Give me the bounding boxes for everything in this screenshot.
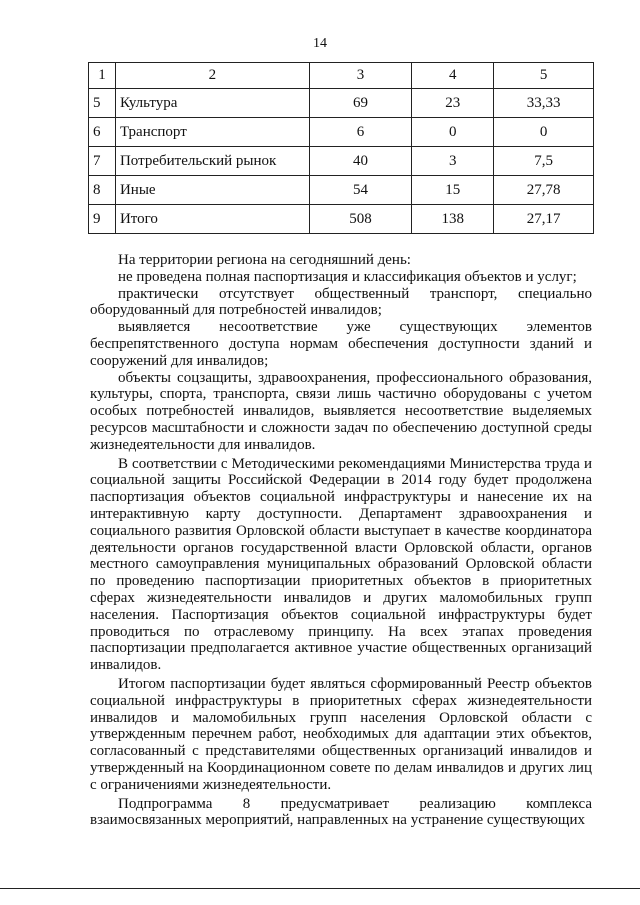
value-cell: 23 — [412, 89, 494, 118]
row-number-cell: 9 — [89, 205, 116, 234]
row-number-cell: 8 — [89, 176, 116, 205]
paragraph: Подпрограмма 8 предусматривает реализацию комплекса взаимосвязанных мероприятий, направленных на устранение существующих — [90, 795, 592, 829]
sphere-name-cell: Иные — [115, 176, 309, 205]
column-header-3: 3 — [309, 63, 412, 89]
value-cell: 69 — [309, 89, 412, 118]
paragraph-item: не проведена полная паспортизация и классификация объектов и услуг; — [118, 268, 577, 285]
percent-cell: 33,33 — [494, 89, 594, 118]
value-cell: 508 — [309, 205, 412, 234]
paragraph: Итогом паспортизации будет являться сформированный Реестр объектов социальной инфраструктуры в приоритетных сферах жизнедеятельности инвалидов и маломобильных групп населения Орловской области с утвержденным перечнем работ, необходимых для адаптации этих объектов, согласованный с представителями общественных организаций инвалидов и утвержденный на Координационном совете по делам инвалидов и других лиц с ограничениями жизнедеятельности. — [90, 675, 592, 793]
paragraph-intro: На территории региона на сегодняшний день: — [118, 252, 411, 268]
sphere-name-cell: Потребительский рынок — [115, 147, 309, 176]
table-row — [89, 89, 594, 118]
row-number-cell: 6 — [89, 118, 116, 147]
value-cell: 40 — [309, 147, 412, 176]
percent-cell: 27,17 — [494, 205, 594, 234]
column-header-2: 2 — [115, 63, 309, 89]
statistics-table — [88, 62, 594, 234]
value-cell: 3 — [412, 147, 494, 176]
page-bottom-rule — [0, 888, 640, 889]
paragraph-item: практически отсутствует общественный транспорт, специально оборудованный для потребностей инвалидов; — [90, 285, 592, 319]
sphere-name-cell: Культура — [115, 89, 309, 118]
value-cell: 6 — [309, 118, 412, 147]
percent-cell: 27,78 — [494, 176, 594, 205]
value-cell: 0 — [412, 118, 494, 147]
paragraph-item: объекты соцзащиты, здравоохранения, профессионального образования, культуры, спорта, транспорта, связи лишь частично оборудованы с учетом особых потребностей инвалидов, выявляется несоответствие выделяемых ресурсов масштабности и сложности задач по обеспечению доступной среды жизнедеятельности для инвалидов. — [90, 369, 592, 453]
percent-cell: 0 — [494, 118, 594, 147]
column-header-4: 4 — [412, 63, 494, 89]
paragraph: В соответствии с Методическими рекомендациями Министерства труда и социальной защиты Российской Федерации в 2014 году будет продолжена паспортизация объектов социальной инфраструктуры и нанесение их на интерактивную карту доступности. Департамент здравоохранения и социального развития Орловской области выступает в качестве координатора деятельности органов государственной власти Орловской области, органов местного самоуправления муниципальных образований Орловской области по проведению паспортизации приоритетных объектов в приоритетных сферах жизнедеятельности инвалидов и других маломобильных групп населения. Паспортизация объектов социальной инфраструктуры будет проводиться по отраслевому принципу. На всех этапах проведения паспортизации предполагается активное участие общественных организаций инвалидов. — [90, 455, 592, 674]
value-cell: 54 — [309, 176, 412, 205]
table-row — [89, 118, 594, 147]
sphere-name-cell: Итого — [115, 205, 309, 234]
percent-cell: 7,5 — [494, 147, 594, 176]
paragraph-item: выявляется несоответствие уже существующих элементов беспрепятственного доступа нормам обеспечения доступности зданий и сооружений для инвалидов; — [90, 319, 592, 369]
sphere-name-cell: Транспорт — [115, 118, 309, 147]
column-header-1: 1 — [89, 63, 116, 89]
page-number: 14 — [313, 36, 327, 51]
table-row — [89, 147, 594, 176]
body-text — [90, 252, 592, 829]
row-number-cell: 5 — [89, 89, 116, 118]
row-number-cell: 7 — [89, 147, 116, 176]
column-header-5: 5 — [494, 63, 594, 89]
value-cell: 15 — [412, 176, 494, 205]
value-cell: 138 — [412, 205, 494, 234]
table-header-row — [89, 63, 594, 89]
table-row — [89, 176, 594, 205]
table-row-total — [89, 205, 594, 234]
